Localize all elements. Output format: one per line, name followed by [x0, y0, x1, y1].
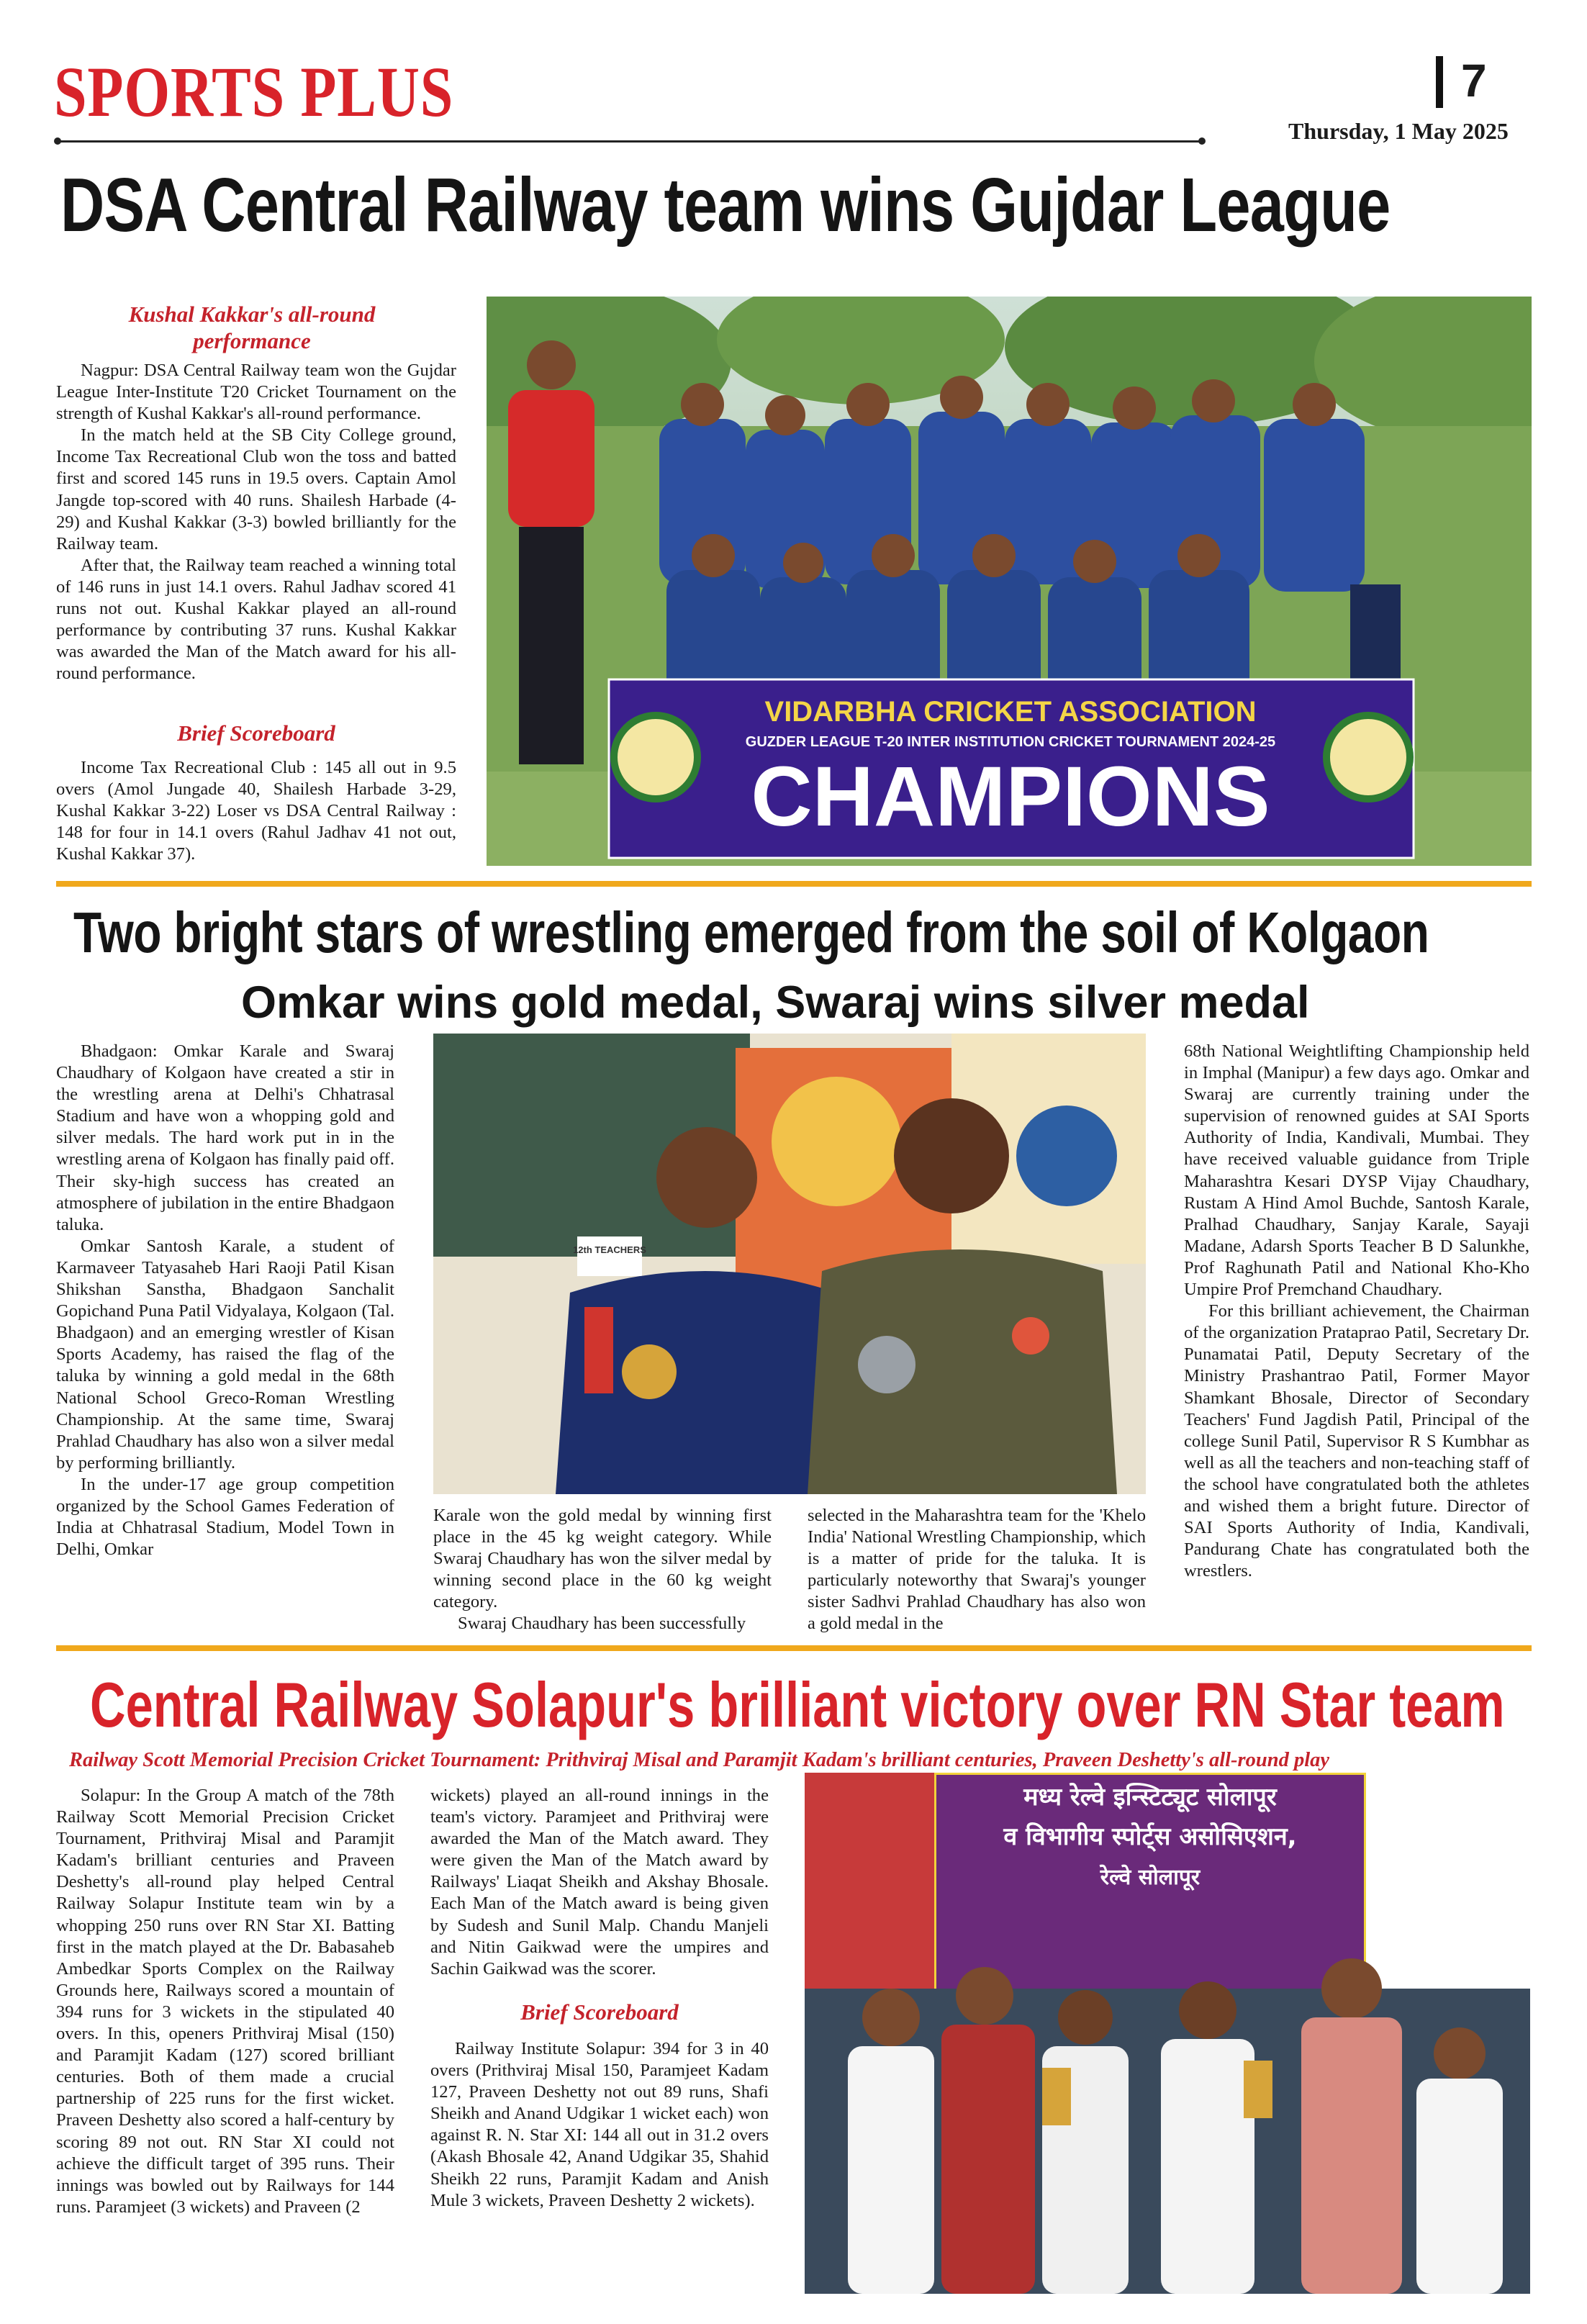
- story1-paragraph: After that, the Railway team reached a winning total of 146 runs in just 14.1 overs. Rahul Jadhav scored 41 runs not out. Kushal Kakkar played an all-round performance by contributing 37 runs. Kushal Kakkar was awarded the Man of the Match award for his all-round performance.: [56, 555, 456, 684]
- story3-paragraph: wickets) played an all-round innings in the team's victory. Paramjeet and Prithviraj were awarded the Man of the Match award. They were given the Man of the Match award by Railways' Liaqat Sheikh and Akshay Bhosale. Each Man of the Match award is being given by Sudesh and Sunil Malp. Chandu Manjeli and Nitin Gaikwad were the umpires and Sachin Gaikwad was the scorer.: [430, 1786, 769, 1979]
- story1-headline: DSA Central Railway team wins Gujdar League: [60, 163, 1391, 248]
- rule-dot-left: [54, 137, 61, 145]
- banner-line3: CHAMPIONS: [751, 749, 1270, 844]
- story1-scoreboard: [56, 757, 456, 865]
- story3-headline: Central Railway Solapur's brilliant victory over RN Star team: [90, 1669, 1505, 1740]
- page-number-bar: [1436, 56, 1443, 108]
- story2-paragraph: Bhadgaon: Omkar Karale and Swaraj Chaudhary of Kolgaon have created a stir in the wrestling arena at Delhi's Chhatrasal Stadium and have won a whopping gold and silver medals. The hard work put in in the wrestling arena of Kolgaon has finally paid off. Their sky-high success has created an atmosphere of jubilation in the entire Bhadgaon taluka.: [56, 1041, 394, 1234]
- story2-col1: [56, 1041, 394, 1560]
- story3-scoreboard-title: Brief Scoreboard: [520, 1999, 679, 2025]
- story1-paragraph: Nagpur: DSA Central Railway team won the Gujdar League Inter-Institute T20 Cricket Tournament on the strength of Kushal Kakkar's all-round performance.: [56, 361, 456, 424]
- story3-scoreboard-text: Railway Institute Solapur: 394 for 3 in 40 overs (Prithviraj Misal 150, Paramjeet Kadam 127, Praveen Deshetty not out 89 runs, Shafi Sheikh and Anand Udgikar 1 wicket each) won against R. N. Star XI: 144 all out in 31.2 overs (Akash Bhosale 42, Anand Udgikar 35, Shahid Sheikh 22 runs, Paramjit Kadam and Anish Mule 3 wickets, Praveen Deshetty 2 wickets).: [430, 2039, 769, 2210]
- dateline: Thursday, 1 May 2025: [1288, 118, 1509, 144]
- story3-subhead: Railway Scott Memorial Precision Cricket Tournament: Prithviraj Misal and Paramjit Kadam's brilliant centuries, Praveen Deshetty's all-round play: [69, 1749, 1330, 1771]
- section-divider-1: [56, 881, 1532, 887]
- story2-paragraph: 68th National Weightlifting Championship held in Imphal (Manipur) a few days ago. Omkar and Swaraj are currently training under the supervision of renowned guides at SAI Sports Authority of India, Kandivali, Mumbai. They have received valuable guidance from Triple Maharashtra Kesari DYSP Vijay Chaudhary, Rustam A Hind Amol Buchde, Santosh Karale, Pralhad Chaudhary, Sanjay Karale, Sayaji Madane, Adarsh Sports Teacher B D Salunkhe, Prof Raghunath Patil and National Kho-Kho Umpire Prof Premchand Chaudhary.: [1184, 1041, 1529, 1300]
- story1-scoreboard-text: Income Tax Recreational Club : 145 all out in 9.5 overs (Amol Jungade 40, Shailesh Harbade 3-29, Kushal Kakkar 3-22) Loser vs DSA Central Railway : 148 for four in 14.1 overs (Rahul Jadhav 41 not out, Kushal Kakkar 37).: [56, 758, 456, 864]
- team-photo-illustration: [487, 297, 1532, 866]
- story2-wrestlers-photo: [433, 1034, 1146, 1494]
- banner-line2: GUZDER LEAGUE T-20 INTER INSTITUTION CRICKET TOURNAMENT 2024-25: [745, 734, 1276, 750]
- story2-headline: Two bright stars of wrestling emerged from the soil of Kolgaon: [73, 900, 1429, 964]
- story1-paragraph: In the match held at the SB City College ground, Income Tax Recreational Club won the toss and batted first and scored 145 runs in 19.5 overs. Captain Amol Jangde top-scored with 40 runs. Shailesh Harbade (4-29) and Kushal Kakkar (3-3) bowled brilliantly for the Railway team.: [56, 425, 456, 553]
- story3-scoreboard: [430, 2038, 769, 2212]
- story2-subhead: Omkar wins gold medal, Swaraj wins silver medal: [241, 977, 1310, 1028]
- section-divider-2: [56, 1645, 1532, 1651]
- story2-paragraph: Karale won the gold medal by winning first place in the 45 kg weight category. While Swaraj Chaudhary has won the silver medal by winning second place in the 60 kg weight category.: [433, 1506, 772, 1612]
- story2-paragraph: Omkar Santosh Karale, a student of Karmaveer Tatyasaheb Hari Raoji Patil Kisan Shikshan Sanstha, Bhadgaon Sanchalit Gopichand Puna Patil Vidyalaya, Kolgaon (Tal. Bhadgaon) and an emerging wrestler of Kisan Sports Academy, has raised the flag of the taluka by winning a gold medal in the 68th National School Greco-Roman Wrestling Championship. At the same time, Swaraj Prahlad Chaudhary has also won a silver medal by performing brilliantly.: [56, 1236, 394, 1473]
- banner-line3: रेल्वे सोलापूर: [1100, 1865, 1201, 1890]
- banner-line2: व विभागीय स्पोर्ट्स असोसिएशन,: [1003, 1822, 1297, 1851]
- story1-kicker: Kushal Kakkar's all-round performance: [128, 302, 376, 353]
- wrestlers-photo-illustration: [433, 1034, 1146, 1494]
- story1-body: [56, 360, 456, 684]
- award-photo-illustration: [805, 1773, 1530, 2294]
- story3-col2: [430, 1785, 769, 1980]
- story2-paragraph: In the under-17 age group competition organized by the School Games Federation of India at Chhatrasal Stadium, Model Town in Delhi, Omkar: [56, 1474, 394, 1560]
- masthead-rule: [58, 140, 1202, 143]
- page-number: 7: [1461, 55, 1487, 107]
- story3-paragraph: Solapur: In the Group A match of the 78th Railway Scott Memorial Precision Cricket Tournament, Prithviraj Misal and Paramjit Kadam's brilliant centuries and Praveen Deshetty's all-round play helped Central Railway Solapur Institute team win by a whopping 250 runs over RN Star XI. Batting first in the match played at the Dr. Babasaheb Ambedkar Sports Complex on the Railway Grounds here, Railways scored a mountain of 394 runs for 3 wickets in the stipulated 40 overs. In this, openers Prithviraj Misal (150) and Paramjit Kadam (127) scored brilliant centuries. Both of them made a crucial partnership of 225 runs for the first wicket. Praveen Deshetty also scored a half-century by scoring 89 not out. RN Star XI could not achieve the difficult target of 395 runs. Their innings was bowled out by Railways for 144 runs. Paramjeet (3 wickets) and Praveen (2: [56, 1786, 394, 2217]
- story2-paragraph: For this brilliant achievement, the Chairman of the organization Prataprao Patil, Secretary Dr. Punamatai Patil, Deputy Secretary of the Ministry Prashantrao Patil, Former Mayor Shamkant Bhosale, Director of Secondary Teachers' Fund Jagdish Patil, Principal of the college Sunil Patil, Supervisor R S Kumbhar as well as all the teachers and non-teaching staff of the school have congratulated both the athletes and wished them a bright future. Director of SAI Sports Authority of India, Kandivali, Pandurang Chate has congratulated both the wrestlers.: [1184, 1301, 1529, 1581]
- story1-team-photo: [487, 297, 1532, 866]
- rule-dot-right: [1198, 137, 1206, 145]
- story2-col2: [433, 1505, 772, 1635]
- story2-paragraph: selected in the Maharashtra team for the 'Khelo India' National Wrestling Championship, which is a matter of pride for the taluka. It is particularly noteworthy that Swaraj's younger sister Sadhvi Prahlad Chaudhary has also won a gold medal in the: [808, 1506, 1146, 1634]
- banner-line1: मध्य रेल्वे इन्स्टिट्यूट सोलापूर: [1023, 1783, 1277, 1812]
- story2-col3: [808, 1505, 1146, 1635]
- story2-col4: [1184, 1041, 1529, 1582]
- story3-award-photo: [805, 1773, 1530, 2294]
- banner-line1: VIDARBHA CRICKET ASSOCIATION: [764, 696, 1257, 728]
- story2-paragraph: Swaraj Chaudhary has been successfully: [458, 1614, 746, 1634]
- section-masthead: SPORTS PLUS: [54, 52, 454, 132]
- story3-col1: [56, 1785, 394, 2218]
- board-label: 12th TEACHERS: [573, 1244, 646, 1255]
- story1-scoreboard-title: Brief Scoreboard: [177, 720, 335, 746]
